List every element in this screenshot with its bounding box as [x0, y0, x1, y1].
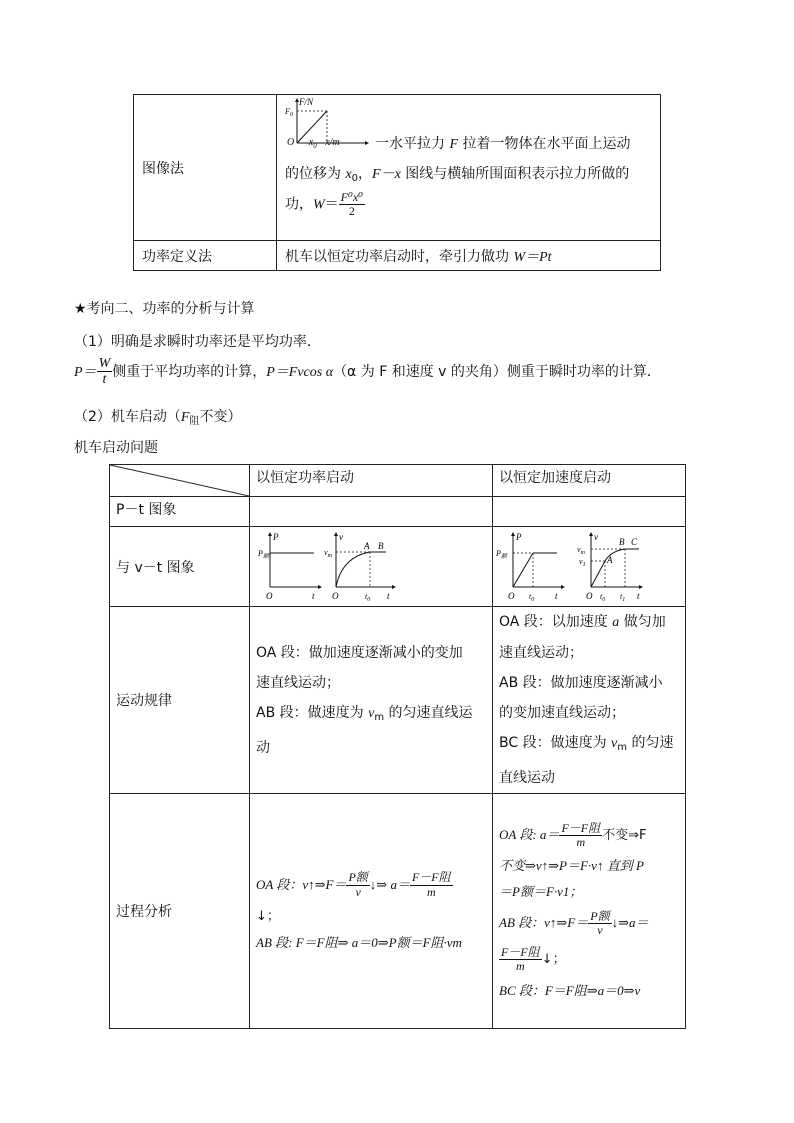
row-vt-label: 与 v－t 图象 [110, 527, 250, 607]
section-subtitle: 机车启动问题 [74, 440, 158, 456]
svg-text:t: t [555, 591, 558, 601]
graph-x-axis-label: x/m [325, 137, 340, 148]
svg-text:vm: $v_m$ [324, 548, 332, 559]
svg-text:A: A [364, 541, 370, 551]
svg-text:P额: $P_额$ [258, 549, 269, 560]
method-label-graph: 图像法 [134, 95, 277, 241]
graph-y-axis-label: F/N [299, 97, 314, 107]
method-graph-cell [277, 95, 661, 241]
graph-description-line3: 功，W＝ $\frac{\text{F⁰x⁰}}{2}$ [285, 190, 363, 219]
section-item-2: （2）机车启动（$F_阻$不变） [74, 409, 242, 427]
section-item-1: （1）明确是求瞬时功率还是平均功率． [74, 334, 321, 350]
graph-x-tick: $x_0$ [308, 137, 317, 150]
graph-y-tick: $F_0$ [285, 107, 293, 118]
constant-power-graphs [250, 527, 493, 607]
svg-text:O: O [586, 591, 593, 601]
graph-description-line1: 一水平拉力 F 拉着一物体在水平面上运动 [375, 136, 631, 152]
svg-text:P: P [273, 532, 279, 542]
row-motion-label: 运动规律 [110, 607, 250, 794]
constant-power-charts [250, 527, 492, 606]
svg-text:A: A [607, 555, 613, 565]
graph-origin: O [287, 137, 295, 148]
svg-text:O: O [332, 591, 339, 601]
svg-text:t: t [387, 591, 390, 601]
method-power-cell: 机车以恒定功率启动时，牵引力做功 W＝Pt [277, 241, 661, 271]
process-constant-accel: OA 段: a＝ $\frac{\text{F－F阻}}{m}$ 不变⇒F 不变⇒v↑⇒P＝F·v↑ 直到 P ＝P额＝F·v1； AB 段：v↑⇒F＝ $\frac{\text{P额}}{v}$ ↓⇒a＝ $\frac{\text{F－F阻}}{m}$ ↓； BC 段：F＝F阻⇒a＝0⇒v [493, 794, 686, 1029]
svg-text:P: P [516, 532, 522, 542]
section-heading: ★考向二、功率的分析与计算 [74, 301, 255, 317]
row-pt-label: P－t 图象 [110, 497, 250, 527]
method-table [133, 94, 661, 271]
header-diagonal-line [110, 465, 249, 496]
method-label-power: 功率定义法 [134, 241, 277, 271]
svg-text:t0: $t_0$ [365, 592, 371, 603]
svg-text:O: O [266, 591, 273, 601]
header-constant-power: 以恒定功率启动 [250, 465, 493, 497]
svg-text:B: B [378, 541, 384, 551]
work-fraction: $\frac{\text{F⁰x⁰}}{2}$ [340, 190, 363, 219]
svg-text:t0: $t_0$ [600, 592, 606, 603]
svg-text:t0: $t_0$ [529, 592, 535, 603]
svg-text:t: t [312, 591, 315, 601]
svg-text:P额: $P_额$ [496, 549, 507, 560]
section-power-formula-line: P＝ $\frac{W}{t}$ 侧重于平均功率的计算，P＝Fvcos α（α 为 F 和速度 v 的夹角）侧重于瞬时功率的计算． [74, 356, 661, 388]
svg-text:t: t [637, 591, 640, 601]
motion-constant-power: OA 段：做加速度逐渐减小的变加 速直线运动； AB 段：做速度为 $v_m$ 的匀速直线运 动 [250, 607, 493, 794]
svg-text:v1: $v_1$ [579, 557, 586, 568]
constant-accel-charts [493, 527, 685, 606]
svg-text:v: v [339, 532, 343, 542]
header-diagonal-cell [110, 465, 250, 497]
locomotive-table [109, 464, 686, 1029]
svg-text:t1: $t_1$ [620, 592, 626, 603]
row-process-label: 过程分析 [110, 794, 250, 1029]
process-constant-power: OA 段：v↑⇒F＝ $\frac{\text{P额}}{v}$ ↓⇒ a＝ $\frac{\text{F－F阻}}{m}$ ↓； AB 段: F＝F阻⇒ a＝0⇒P额＝F阻·vm [250, 794, 493, 1029]
header-constant-accel: 以恒定加速度启动 [493, 465, 686, 497]
constant-accel-graphs [493, 527, 686, 607]
svg-text:O: O [508, 591, 515, 601]
svg-text:C: C [631, 537, 638, 547]
svg-text:B: B [619, 537, 625, 547]
svg-text:vm: $v_m$ [577, 545, 585, 556]
motion-constant-accel: OA 段：以加速度 a 做匀加 速直线运动； AB 段：做加速度逐渐减小 的变加速直线运动； BC 段：做速度为 $v_m$ 的匀速 直线运动 [493, 607, 686, 794]
graph-description-line2: 的位移为 $x_0$，F－x 图线与横轴所围面积表示拉力所做的 [285, 166, 630, 184]
graph-axis-labels [287, 137, 340, 150]
svg-text:v: v [594, 532, 598, 542]
